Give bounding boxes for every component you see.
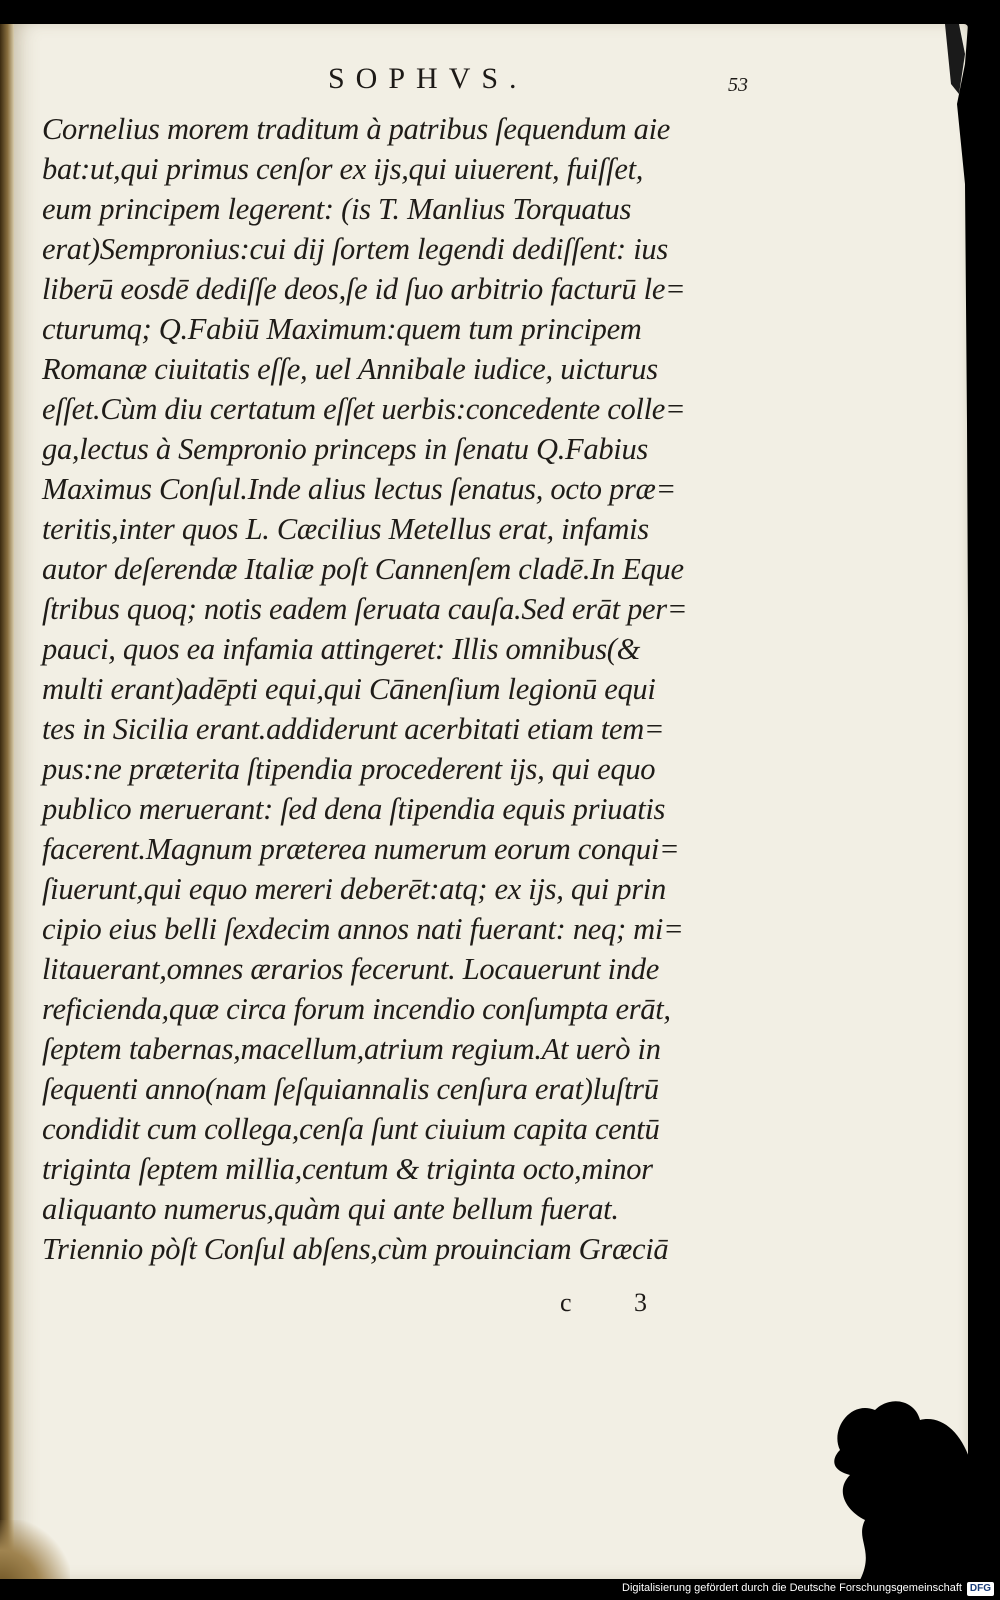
text-line: Romanæ ciuitatis eſſe, uel Annibale iudice, uicturus xyxy=(42,352,658,386)
text-line: ſequenti anno(nam ſeſquiannalis cenſura erat)luſtrū xyxy=(42,1072,659,1106)
scan-top-border xyxy=(0,0,1000,26)
text-line: ſtribus quoq; notis eadem ſeruata cauſa.Sed erāt per= xyxy=(42,592,688,626)
text-line: reficienda,quæ circa forum incendio conſumpta erāt, xyxy=(42,992,671,1026)
text-line: triginta ſeptem millia,centum & triginta octo,minor xyxy=(42,1152,653,1186)
page-number: 53 xyxy=(728,74,748,96)
text-line: tes in Sicilia erant.addiderunt acerbitati etiam tem= xyxy=(42,712,665,746)
text-line: publico meruerant: ſed dena ſtipendia equis priuatis xyxy=(42,792,666,826)
dfg-logo-icon: DFG xyxy=(967,1582,994,1596)
worm-damage-hole xyxy=(820,1390,990,1580)
text-line: litauerant,omnes ærarios fecerunt. Locauerunt inde xyxy=(42,952,659,986)
text-line: cturumq; Q.Fabiū Maximum:quem tum principem xyxy=(42,312,642,346)
text-line: ga,lectus à Sempronio princeps in ſenatu Q.Fabius xyxy=(42,432,648,466)
text-line: autor deſerendæ Italiæ poſt Cannenſem cladē.In Eque xyxy=(42,552,684,586)
text-line: ſeptem tabernas,macellum,atrium regium.At uerò in xyxy=(42,1032,661,1066)
text-line: aliquanto numerus,quàm qui ante bellum fuerat. xyxy=(42,1192,619,1226)
text-line: teritis,inter quos L. Cæcilius Metellus erat, infamis xyxy=(42,512,649,546)
text-line: Maximus Conſul.Inde alius lectus ſenatus, octo præ= xyxy=(42,472,676,506)
text-line: erat)Sempronius:cui dij ſortem legendi dediſſent: ius xyxy=(42,232,668,266)
text-line: eſſet.Cùm diu certatum eſſet uerbis:concedente colle= xyxy=(42,392,686,426)
text-line: pauci, quos ea infamia attingeret: Illis omnibus(& xyxy=(42,632,641,666)
text-line: cipio eius belli ſexdecim annos nati fuerant: neq; mi= xyxy=(42,912,684,946)
signature-mark: c 3 xyxy=(560,1288,676,1317)
text-line: pus:ne præterita ſtipendia procederent ijs, qui equo xyxy=(42,752,656,786)
right-edge-tear xyxy=(945,24,980,1584)
text-line: Triennio pòſt Conſul abſens,cùm prouinciam Græciā xyxy=(42,1232,669,1266)
text-line: condidit cum collega,cenſa ſunt ciuium capita centū xyxy=(42,1112,660,1146)
text-line: eum principem legerent: (is T. Manlius Torquatus xyxy=(42,192,632,226)
text-line: facerent.Magnum præterea numerum eorum conqui= xyxy=(42,832,680,866)
text-line: Cornelius morem traditum à patribus ſequendum aie xyxy=(42,112,671,146)
text-line: ſiuerunt,qui equo mereri deberēt:atq; ex ijs, qui prin xyxy=(42,872,666,906)
text-line: multi erant)adēpti equi,qui Cānenſium legionū equi xyxy=(42,672,656,706)
binding-edge xyxy=(0,24,14,1579)
text-line: bat:ut,qui primus cenſor ex ijs,qui uiuerent, fuiſſet, xyxy=(42,152,644,186)
running-head: SOPHVS. xyxy=(328,62,528,95)
text-line: liberū eosdē dediſſe deos,ſe id ſuo arbitrio facturū le= xyxy=(42,272,686,306)
funding-credit: Digitalisierung gefördert durch die Deutsche Forschungsgemeinschaft xyxy=(622,1582,962,1594)
